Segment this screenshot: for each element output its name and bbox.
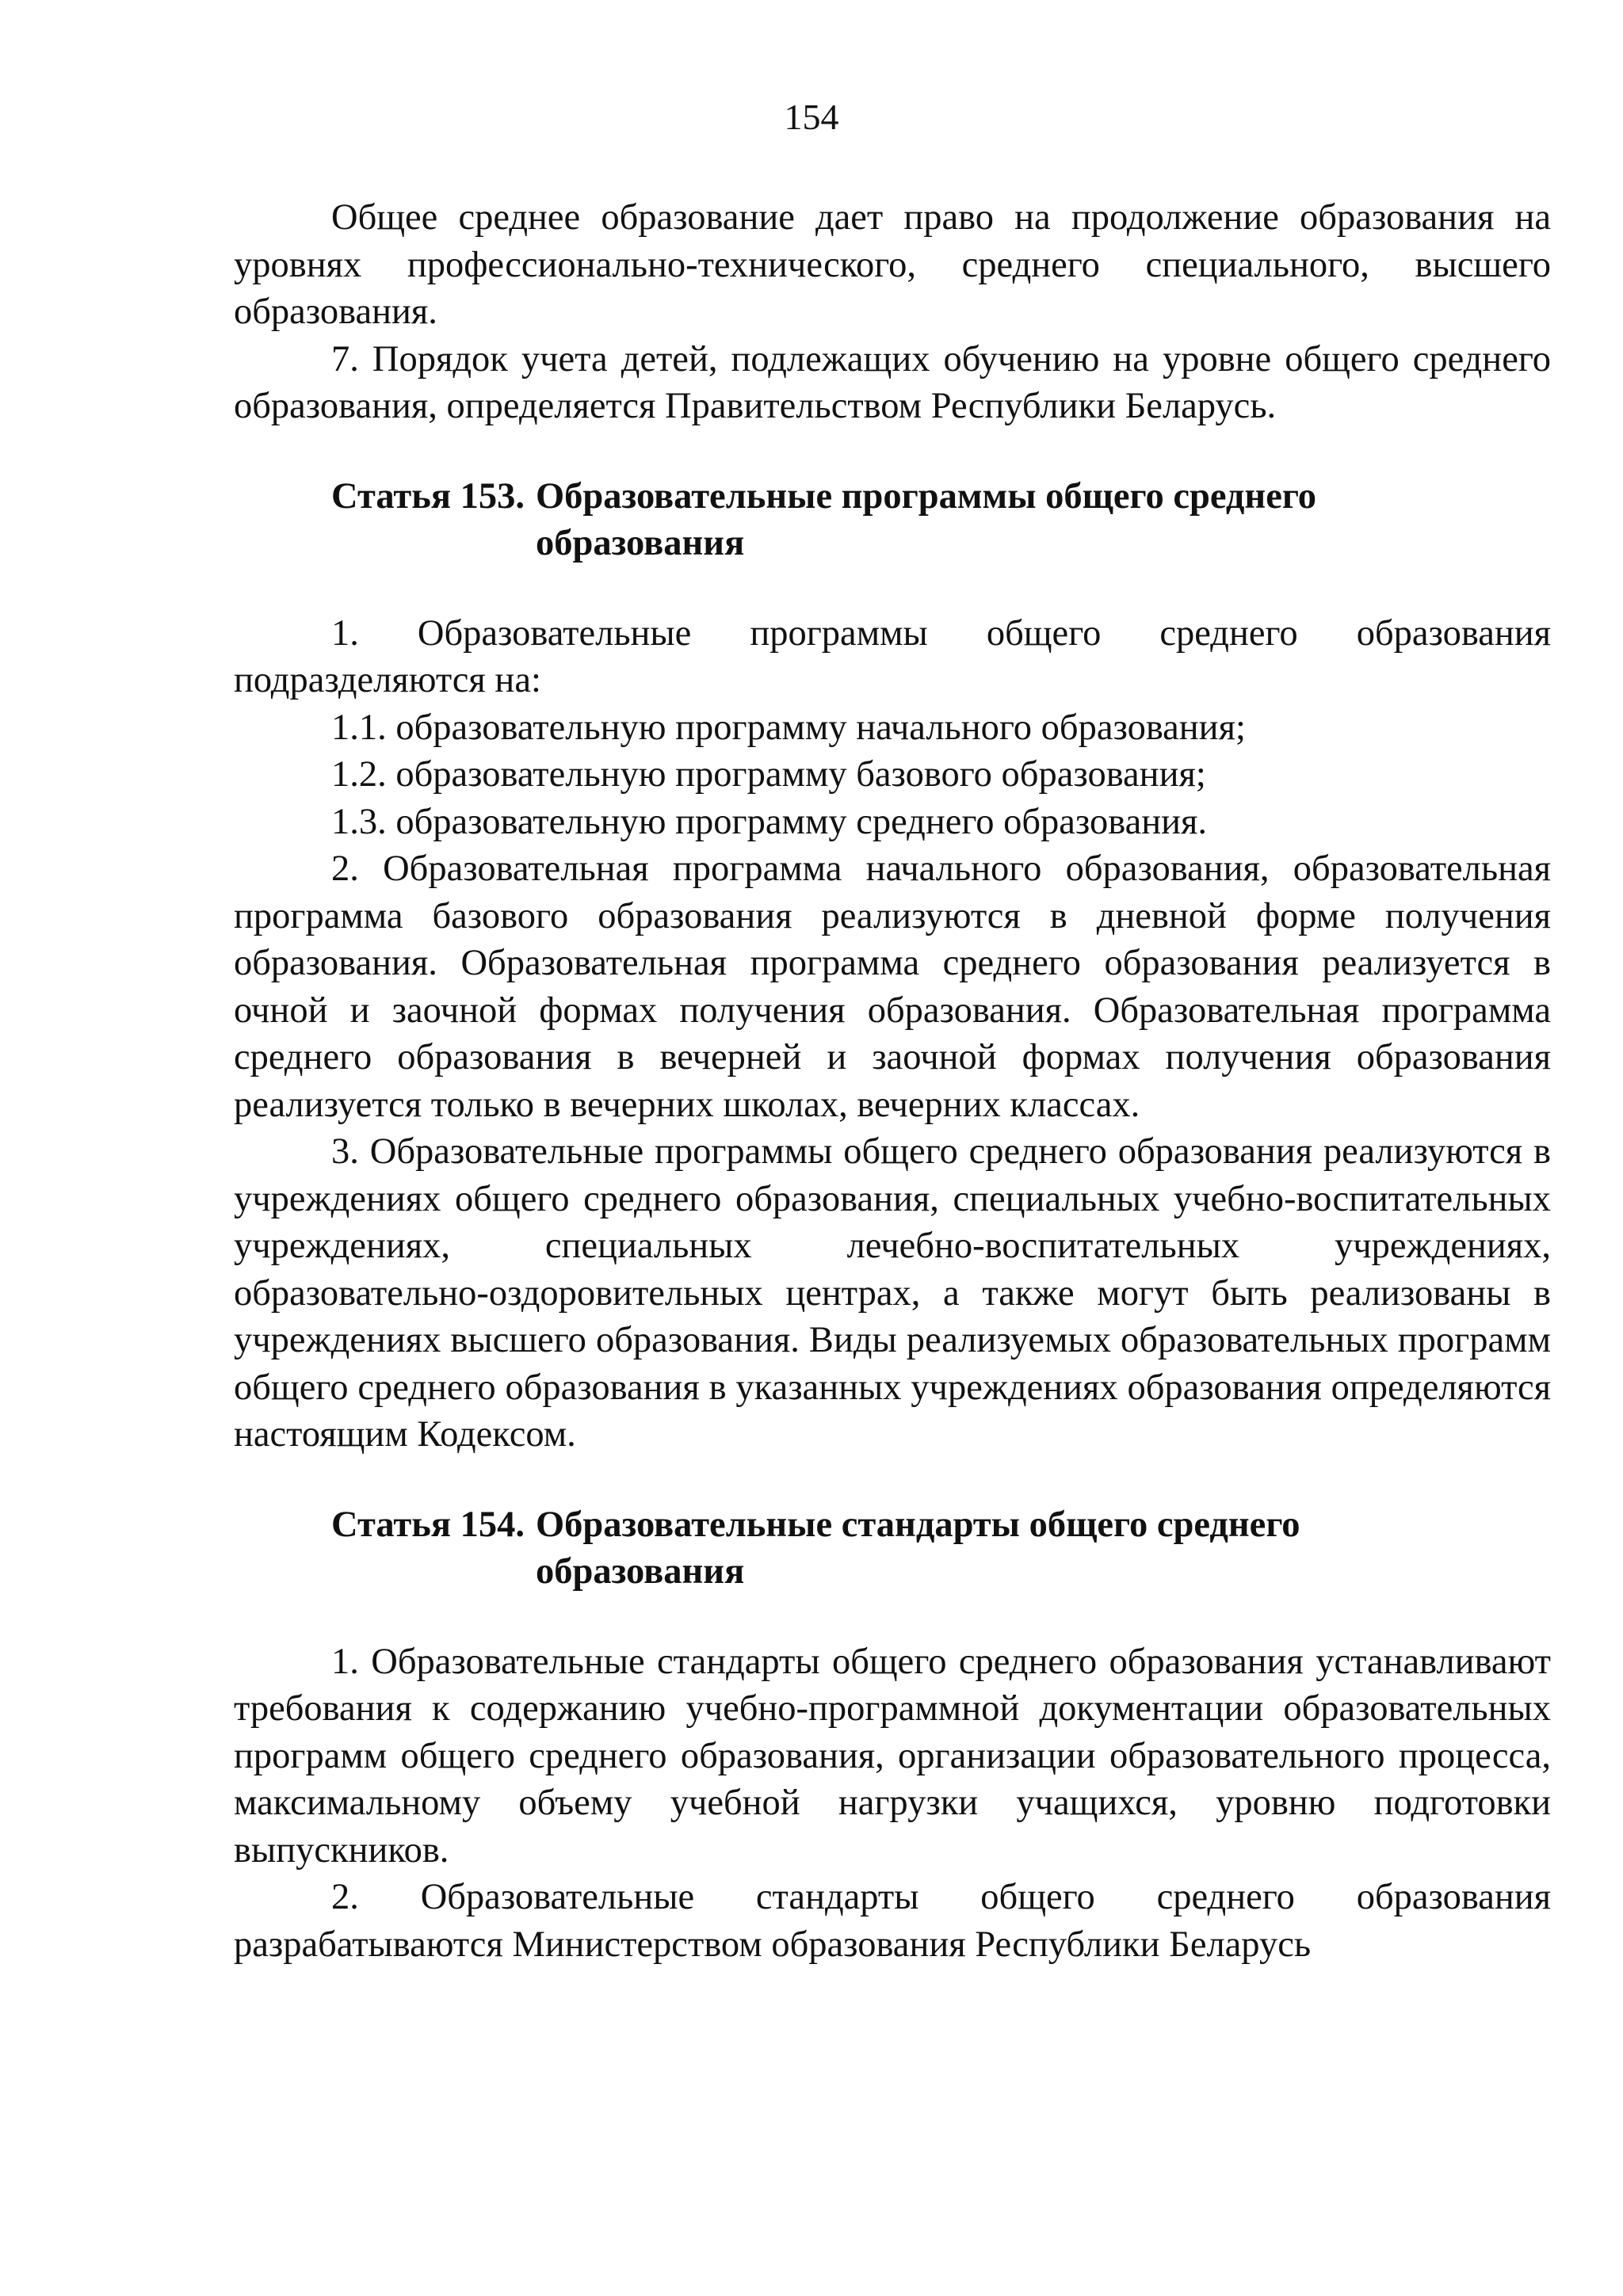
paragraph-153-item-1-3: 1.3. образовательную программу среднего образования. — [331, 801, 1208, 842]
paragraph-153-item-2: 2. Образовательная программа начального образования, образовательная программа базового образования реализуются в дневной форме получения образования. Образовательная программа среднего образования реализуется в очной и заочной формах получения образования. Образовательная программа среднего образования в вечерней и заочной формах получения образования реализуется только в вечерних школах, вечерних классах. — [234, 849, 1551, 1125]
article-154-title: Образовательные стандарты общего среднего образования — [536, 1504, 1300, 1592]
page-number: 154 — [784, 97, 839, 137]
paragraph-154-item-1: 1. Образовательные стандарты общего среднего образования устанавливают требования к содержанию учебно-программной документации образовательных программ общего среднего образования, организации образовательного процесса, максимальному объему учебной нагрузки учащихся, уровню подготовки выпускников. — [234, 1641, 1551, 1871]
article-153-number: Статья 153. — [331, 475, 525, 517]
paragraph-general-education-rights: Общее среднее образование дает право на продолжение образования на уровнях профессионально-технического, среднего специального, высшего образования. — [234, 197, 1551, 332]
article-154-number: Статья 154. — [331, 1504, 525, 1545]
document-body — [234, 194, 1551, 1968]
paragraph-153-item-1: 1. Образовательные программы общего среднего образования подразделяются на: — [234, 612, 1551, 700]
paragraph-153-item-3: 3. Образовательные программы общего среднего образования реализуются в учреждениях общего среднего образования, специальных учебно-воспитательных учреждениях, специальных лечебно-воспитательных учреждениях, образовательно-оздоровительных центрах, а также могут быть реализованы в учреждениях высшего образования. Виды реализуемых образовательных программ общего среднего образования в указанных учреждениях образования определяются настоящим Кодексом. — [234, 1131, 1551, 1455]
paragraph-154-item-2: 2. Образовательные стандарты общего среднего образования разрабатываются Министерством образования Республики Беларусь — [234, 1877, 1551, 1965]
paragraph-153-item-1-1: 1.1. образовательную программу начального образования; — [331, 707, 1246, 748]
article-153-title: Образовательные программы общего среднего образования — [536, 475, 1317, 563]
paragraph-item-7: 7. Порядок учета детей, подлежащих обучению на уровне общего среднего образования, определяется Правительством Республики Беларусь. — [234, 338, 1551, 426]
article-154-heading — [234, 1501, 1551, 1596]
paragraph-153-item-1-2: 1.2. образовательную программу базового образования; — [331, 754, 1206, 795]
article-153-heading — [234, 473, 1551, 567]
